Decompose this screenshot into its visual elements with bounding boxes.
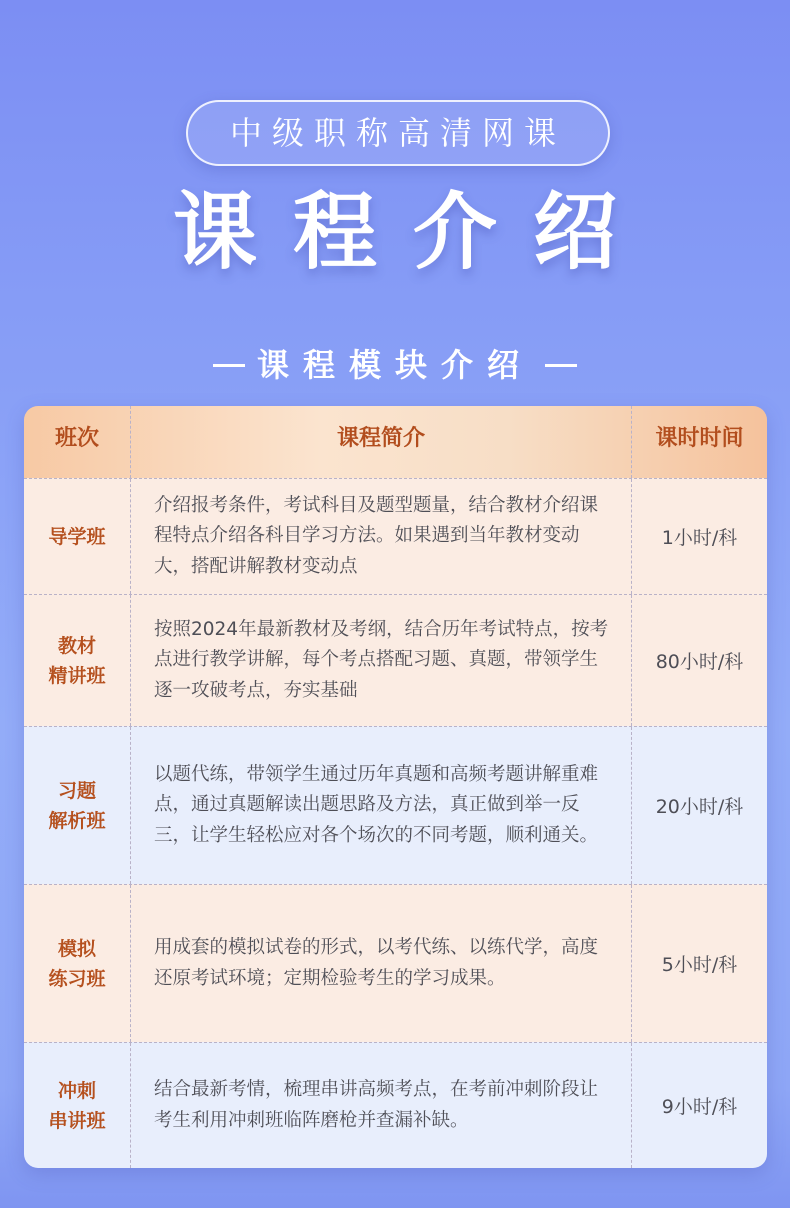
course-table <box>24 406 767 1168</box>
class-description: 介绍报考条件，考试科目及题型题量，结合教材介绍课程特点介绍各科目学习方法。如果遇到当年教材变动大，搭配讲解教材变动点 <box>154 494 599 577</box>
table-header <box>24 406 767 478</box>
column-divider <box>130 1043 131 1168</box>
class-name <box>24 885 130 1042</box>
page-title: 课程介绍 <box>172 183 653 281</box>
section-title <box>0 340 790 388</box>
class-hours: 1小时/科 <box>661 527 738 549</box>
right-dash <box>545 364 577 367</box>
class-name-line: 冲刺 <box>57 1079 96 1102</box>
class-description: 用成套的模拟试卷的形式，以考代练、以练代学，高度还原考试环境；定期检验考生的学习成果。 <box>154 937 599 989</box>
class-hours: 5小时/科 <box>661 954 738 976</box>
class-name-line: 串讲班 <box>48 1109 106 1132</box>
class-name-line: 习题 <box>57 779 96 802</box>
column-header-description: 课程简介 <box>336 426 425 451</box>
class-name <box>24 1043 130 1168</box>
column-divider <box>130 595 131 726</box>
column-divider <box>130 885 131 1042</box>
class-description: 结合最新考情，梳理串讲高频考点，在考前冲刺阶段让考生利用冲刺班临阵磨枪并查漏补缺。 <box>154 1079 599 1131</box>
table-row <box>24 1042 767 1168</box>
class-hours: 80小时/科 <box>655 651 744 673</box>
left-dash <box>213 364 245 367</box>
column-header-hours: 课时时间 <box>655 426 744 451</box>
class-hours: 20小时/科 <box>655 796 744 818</box>
class-description: 以题代练，带领学生通过历年真题和高频考题讲解重难点，通过真题解读出题思路及方法，真正做到举一反三，让学生轻松应对各个场次的不同考题，顺利通关。 <box>154 763 599 846</box>
class-name-line: 模拟 <box>57 937 96 960</box>
class-hours: 9小时/科 <box>661 1096 738 1118</box>
column-divider <box>631 406 632 478</box>
column-divider <box>130 406 131 478</box>
column-header-class: 班次 <box>54 426 99 451</box>
class-description: 按照2024年最新教材及考纲，结合历年考试特点，按考点进行教学讲解，每个考点搭配习题、真题，带领学生逐一攻破考点，夯实基础 <box>154 618 609 701</box>
subtitle-badge: 中级职称高清网课 <box>186 100 610 166</box>
table-row <box>24 594 767 726</box>
table-row <box>24 726 767 884</box>
class-name-line: 练习班 <box>48 967 106 990</box>
class-name-line: 解析班 <box>48 809 106 832</box>
class-name-line: 精讲班 <box>48 664 106 687</box>
column-divider <box>130 727 131 884</box>
table-row <box>24 884 767 1042</box>
section-title-text: 课程模块介绍 <box>256 346 533 384</box>
table-row <box>24 478 767 594</box>
class-name <box>24 595 130 726</box>
class-name <box>24 479 130 594</box>
class-name-line: 导学班 <box>48 525 106 548</box>
class-name <box>24 727 130 884</box>
class-name-line: 教材 <box>57 634 96 657</box>
column-divider <box>130 479 131 594</box>
